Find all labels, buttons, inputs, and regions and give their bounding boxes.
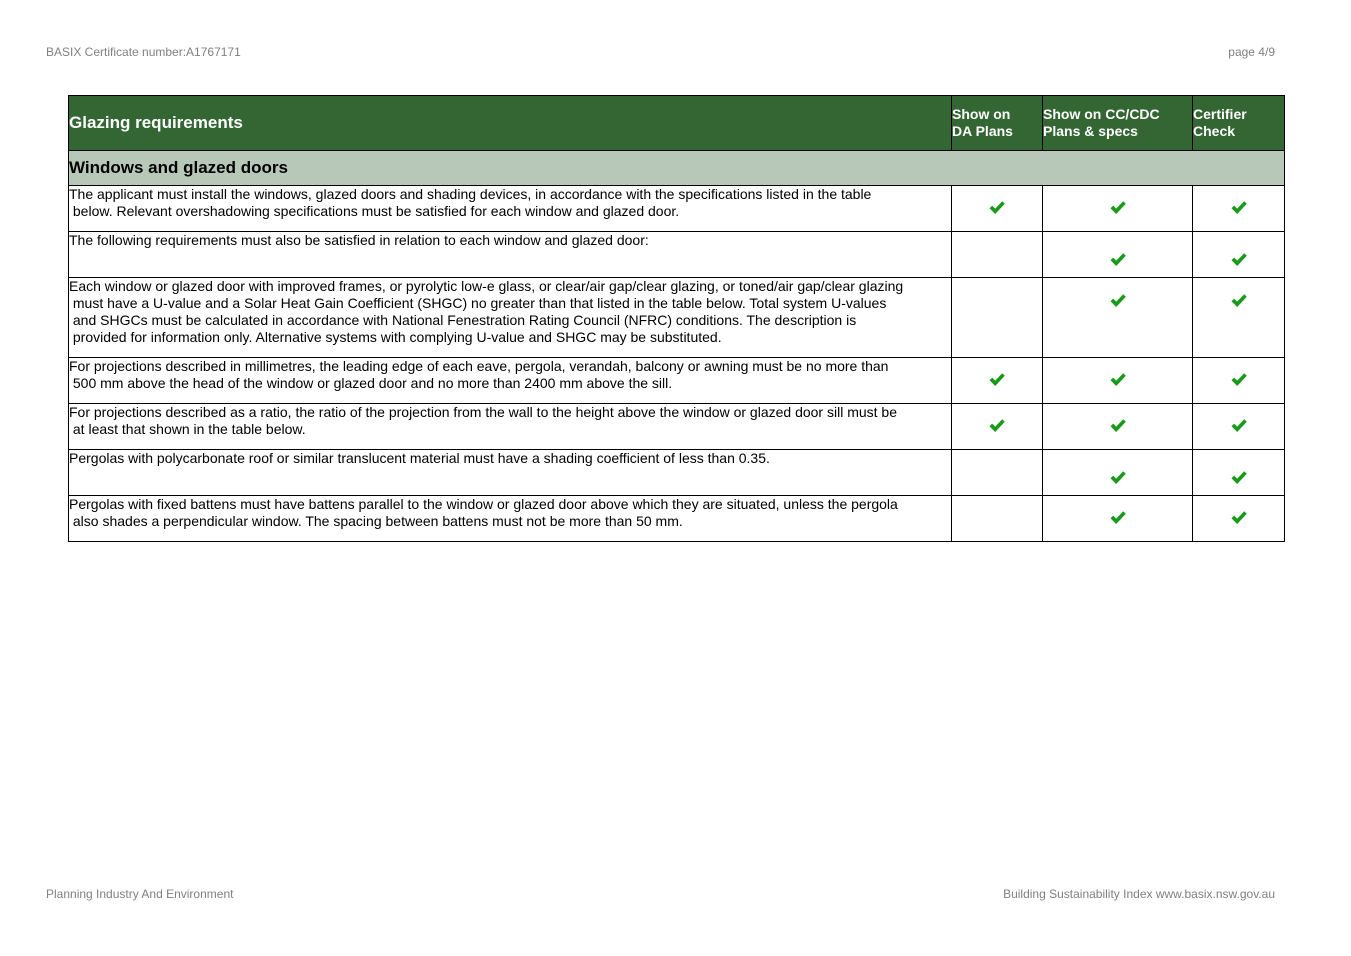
- requirement-text: Each window or glazed door with improved frames, or pyrolytic low-e glass, or clear/air gap/clear glazing, or toned/air gap/clear glazing must have a U-value and a Solar Heat Gain Coefficient (SHGC) no greater than that listed in the table below. Total system U-values and SHGCs must be calculated in accordance with National Fenestration Rating Council (NFRC) conditions. The description is provided for information only. Alternative systems with complying U-value and SHGC may be substituted.: [69, 278, 904, 345]
- check-cell-certifier: [1193, 404, 1285, 450]
- check-icon: [1109, 372, 1127, 388]
- column-header-cc-cdc-plans: [1043, 96, 1193, 151]
- requirement-text-cell: [69, 358, 952, 404]
- check-icon: [1109, 200, 1127, 216]
- check-icon: [988, 200, 1006, 216]
- check-cell-cc: [1043, 404, 1193, 450]
- check-cell-certifier: [1193, 186, 1285, 232]
- check-cell-da: [952, 404, 1043, 450]
- check-icon: [988, 372, 1006, 388]
- requirement-text: For projections described as a ratio, the ratio of the projection from the wall to the height above the window or glazed door sill must be at least that shown in the table below.: [69, 404, 898, 437]
- check-cell-cc: [1043, 450, 1193, 496]
- check-cell-cc: [1043, 278, 1193, 358]
- requirement-text-cell: [69, 186, 952, 232]
- column-header-line: Check: [1193, 123, 1236, 139]
- check-cell-da: [952, 186, 1043, 232]
- check-icon: [1230, 470, 1248, 486]
- section-title: Windows and glazed doors: [69, 151, 1285, 186]
- table-row: [69, 186, 1285, 232]
- section-row: [69, 151, 1285, 186]
- table-title: Glazing requirements: [69, 96, 952, 151]
- column-header-certifier-check: [1193, 96, 1285, 151]
- column-header-line: DA Plans: [952, 123, 1013, 139]
- check-cell-certifier: [1193, 278, 1285, 358]
- table-row: [69, 496, 1285, 542]
- column-header-line: Show on: [952, 106, 1011, 122]
- requirement-text: Pergolas with polycarbonate roof or similar translucent material must have a shading coefficient of less than 0.35.: [69, 450, 770, 466]
- check-icon: [1109, 470, 1127, 486]
- check-icon: [1230, 418, 1248, 434]
- table-row: [69, 358, 1285, 404]
- check-icon: [1230, 293, 1248, 309]
- check-cell-da: [952, 358, 1043, 404]
- check-cell-cc: [1043, 186, 1193, 232]
- table-row: [69, 404, 1285, 450]
- check-icon: [1109, 418, 1127, 434]
- requirement-text-cell: [69, 232, 952, 278]
- table-row: [69, 278, 1285, 358]
- requirement-text: Pergolas with fixed battens must have battens parallel to the window or glazed door above which they are situated, unless the pergola also shades a perpendicular window. The spacing between battens must not be more than 50 mm.: [69, 496, 898, 529]
- table-row: [69, 232, 1285, 278]
- column-header-line: Plans & specs: [1043, 123, 1138, 139]
- table-row: [69, 450, 1285, 496]
- check-icon: [1230, 200, 1248, 216]
- check-icon: [1230, 252, 1248, 268]
- check-cell-da: [952, 450, 1043, 496]
- check-icon: [1230, 372, 1248, 388]
- certificate-number: BASIX Certificate number:A1767171: [46, 45, 241, 59]
- footer-site: Building Sustainability Index www.basix.nsw.gov.au: [1003, 887, 1275, 901]
- check-cell-cc: [1043, 358, 1193, 404]
- requirement-text-cell: [69, 450, 952, 496]
- check-icon: [1230, 510, 1248, 526]
- requirement-text-cell: [69, 278, 952, 358]
- column-header-line: Certifier: [1193, 106, 1247, 122]
- column-header-da-plans: [952, 96, 1043, 151]
- requirement-text: The following requirements must also be satisfied in relation to each window and glazed door:: [69, 232, 649, 248]
- check-cell-certifier: [1193, 358, 1285, 404]
- check-icon: [1109, 510, 1127, 526]
- check-cell-certifier: [1193, 496, 1285, 542]
- column-header-line: Show on CC/CDC: [1043, 106, 1160, 122]
- check-cell-cc: [1043, 496, 1193, 542]
- requirement-text-cell: [69, 404, 952, 450]
- table-header-row: [69, 96, 1285, 151]
- check-cell-certifier: [1193, 450, 1285, 496]
- check-icon: [1109, 252, 1127, 268]
- check-cell-certifier: [1193, 232, 1285, 278]
- check-icon: [988, 418, 1006, 434]
- check-cell-da: [952, 278, 1043, 358]
- requirement-text: The applicant must install the windows, glazed doors and shading devices, in accordance with the specifications listed in the table below. Relevant overshadowing specifications must be satisfied for each window and glazed door.: [69, 186, 872, 219]
- page-number: page 4/9: [1228, 45, 1275, 59]
- check-icon: [1109, 293, 1127, 309]
- requirement-text-cell: [69, 496, 952, 542]
- glazing-requirements-table: [68, 95, 1285, 542]
- check-cell-da: [952, 496, 1043, 542]
- check-cell-cc: [1043, 232, 1193, 278]
- check-cell-da: [952, 232, 1043, 278]
- footer-department: Planning Industry And Environment: [46, 887, 234, 901]
- requirement-text: For projections described in millimetres, the leading edge of each eave, pergola, verandah, balcony or awning must be no more than 500 mm above the head of the window or glazed door and no more than 2400 mm above the sill.: [69, 358, 889, 391]
